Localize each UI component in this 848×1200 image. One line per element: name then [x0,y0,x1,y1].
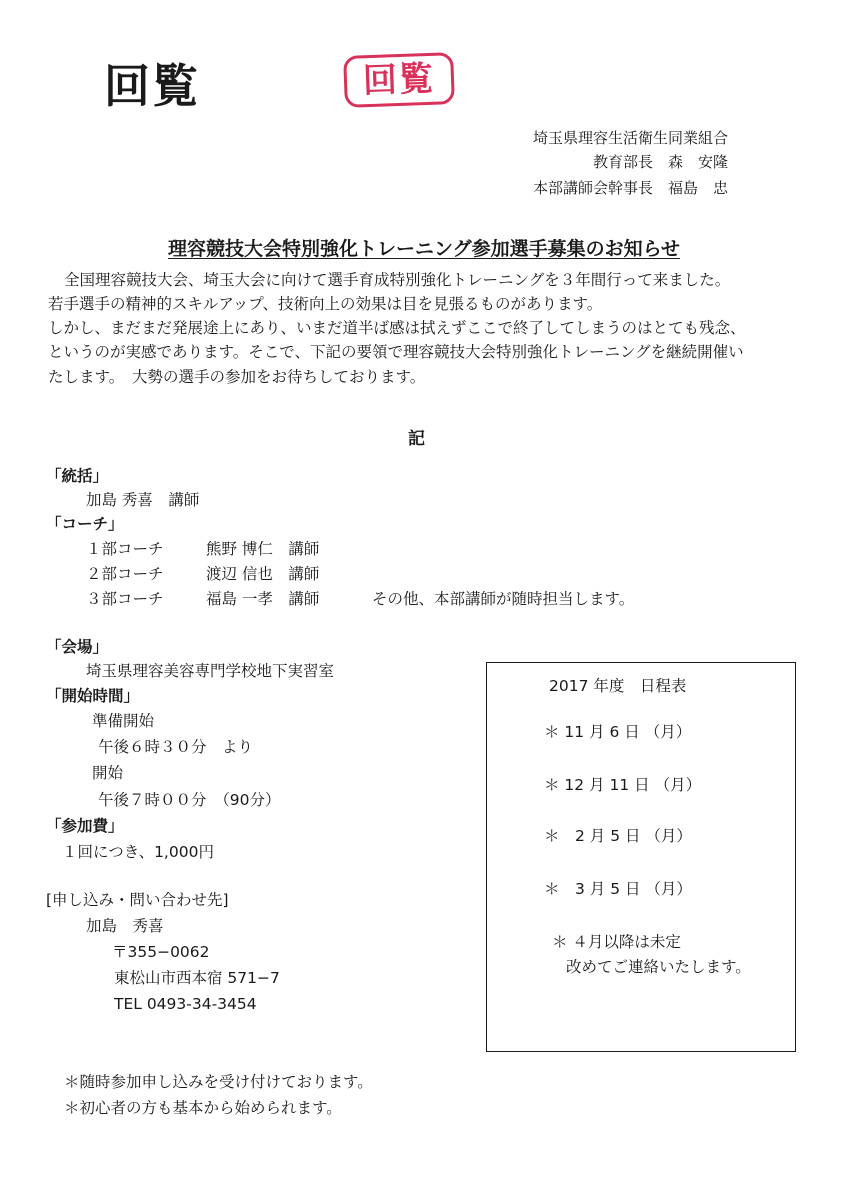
schedule-date-4: ＊ 3 月 5 日 （月） [544,880,692,898]
contact-heading: [申し込み・問い合わせ先] [46,891,229,909]
start-label: 開始 [92,764,124,782]
schedule-date-2: ＊ 12 月 11 日 （月） [544,776,702,794]
start-time-heading: 「開始時間」 [46,687,140,705]
coach-note: その他、本部講師が随時担当します。 [372,590,635,608]
schedule-note-1: ＊ ４月以降は未定 [552,933,681,951]
contact-tel: TEL 0493-34-3454 [114,995,257,1013]
schedule-title: 2017 年度 日程表 [549,677,687,695]
note-2: ＊初心者の方も基本から始められます。 [64,1099,342,1117]
contact-postal: 〒355−0062 [112,943,210,961]
supervision-heading: 「統括」 [46,467,109,485]
start-time-value: 午後７時００分 （90分） [98,791,281,809]
body-line-5: たします。 大勢の選手の参加をお待ちしております。 [48,368,426,386]
body-line-1: 全国理容競技大会、埼玉大会に向けて選手育成特別強化トレーニングを３年間行って来ました。 [64,271,731,289]
prep-label: 準備開始 [92,712,155,730]
schedule-box [486,662,796,1052]
schedule-date-1: ＊ 11 月 6 日 （月） [544,723,692,741]
coach-name-3: 福島 一孝 講師 [206,590,320,608]
coach-part-1: １部コーチ [86,540,164,558]
venue-heading: 「会場」 [46,638,109,656]
ki-label: 記 [408,429,425,449]
body-line-4: というのが実感であります。そこで、下記の要領で理容競技大会特別強化トレーニングを継続開催い [48,343,744,361]
coach-name-1: 熊野 博仁 講師 [206,540,320,558]
org-name: 埼玉県理容生活衛生同業組合 [532,129,728,147]
coach-part-2: ２部コーチ [86,565,164,583]
contact-address: 東松山市西本宿 571−7 [114,969,280,987]
coach-heading: 「コーチ」 [46,515,124,533]
coach-name-2: 渡辺 信也 講師 [206,565,320,583]
schedule-date-3: ＊ 2 月 5 日 （月） [544,827,692,845]
coach-part-3: ３部コーチ [86,590,164,608]
circulation-title: 回覧 [104,59,200,113]
note-1: ＊随時参加申し込みを受け付けております。 [64,1073,373,1091]
org-instructor-secretary: 本部講師会幹事長 福島 忠 [532,179,728,197]
body-line-2: 若手選手の精神的スキルアップ、技術向上の効果は目を見張るものがあります。 [48,295,603,313]
venue-place: 埼玉県理容美容専門学校地下実習室 [86,662,335,680]
document-title: 理容競技大会特別強化トレーニング参加選手募集のお知らせ [167,238,681,260]
circulation-stamp: 回覧 [343,52,455,108]
org-education-head: 教育部長 森 安隆 [592,153,728,171]
schedule-note-2: 改めてご連絡いたします。 [566,958,751,976]
contact-name: 加島 秀喜 [86,917,164,935]
fee-value: １回につき、1,000円 [62,843,214,861]
supervision-name: 加島 秀喜 講師 [86,491,200,509]
prep-time: 午後６時３０分 より [98,738,254,756]
fee-heading: 「参加費」 [46,817,124,835]
body-line-3: しかし、まだまだ発展途上にあり、いまだ道半ば感は拭えずここで終了してしまうのはとても残念、 [48,319,746,337]
